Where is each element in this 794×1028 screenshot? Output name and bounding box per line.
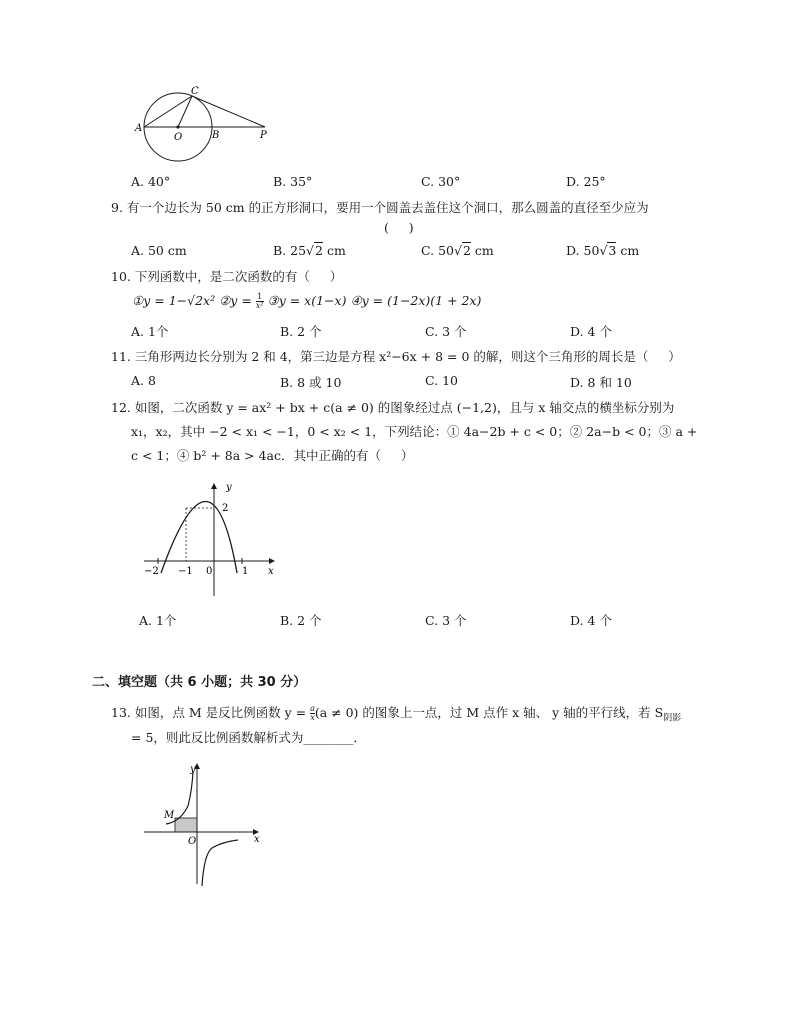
q12-stem-line2: x₁，x₂，其中 −2 < x₁ < −1，0 < x₂ < 1，下列结论：① 4a−2b + c < 0；② 2a−b < 0；③ a + <box>131 424 698 439</box>
sqrt-radical-icon: √ <box>306 243 315 258</box>
label-a: A <box>135 123 143 134</box>
q11-stem: 11. 三角形两边长分别为 2 和 4，第三边是方程 x²−6x + 8 = 0 的解，则这个三角形的周长是（ ） <box>111 349 681 364</box>
q10-stem: 10. 下列函数中，是二次函数的有（ ） <box>111 269 343 284</box>
q8-option-d[interactable]: D. 25° <box>566 174 606 189</box>
graph-tick-1: 1 <box>242 566 249 577</box>
q10-option-b[interactable]: B. 2 个 <box>280 324 322 339</box>
graph-x-label: x <box>268 566 274 577</box>
q9-option-c-radicand: 2 <box>462 243 471 258</box>
hyperbola-graph <box>140 760 265 888</box>
label-p: P <box>260 130 267 141</box>
graph-y-label: y <box>226 482 232 493</box>
q9-option-a[interactable]: A. 50 cm <box>131 243 187 258</box>
graph2-y-label: y <box>190 764 196 775</box>
graph-tick-2: 2 <box>222 503 229 514</box>
graph2-m-label: M <box>164 810 175 821</box>
q12-option-c[interactable]: C. 3 个 <box>425 613 467 628</box>
q10-f2-denominator: x² <box>255 301 264 310</box>
q10-option-d[interactable]: D. 4 个 <box>570 324 612 339</box>
q9-option-c-prefix: C. 50 <box>421 243 454 258</box>
q9-option-c-unit: cm <box>470 243 494 258</box>
q10-option-c[interactable]: C. 3 个 <box>425 324 467 339</box>
q9-option-b-prefix: B. 25 <box>273 243 307 258</box>
q10-function-2-prefix: ②y = <box>219 293 252 308</box>
sqrt-radical-icon: √ <box>599 243 608 258</box>
q9-option-d-prefix: D. 50 <box>566 243 600 258</box>
label-c: C <box>191 86 199 97</box>
q13-subscript-shaded: 阴影 <box>663 713 682 724</box>
label-b: B <box>212 130 220 141</box>
sqrt-radical-icon: √ <box>453 243 462 258</box>
q12-stem-line3: c < 1；④ b² + 8a > 4ac．其中正确的有（ ） <box>131 448 414 463</box>
graph2-x-label: x <box>254 834 260 845</box>
q12-option-d[interactable]: D. 4 个 <box>570 613 612 628</box>
circle-tangent-figure <box>130 82 280 162</box>
q12-option-a[interactable]: A. 1个 <box>139 613 177 628</box>
q11-option-d[interactable]: D. 8 和 10 <box>570 375 632 390</box>
graph-tick-neg2: −2 <box>144 566 159 577</box>
q10-f2-numerator: 1 <box>257 292 263 301</box>
q10-function-1: ①y = 1−√2x² <box>132 293 216 308</box>
q12-option-b[interactable]: B. 2 个 <box>280 613 322 628</box>
q9-option-b[interactable] <box>273 243 346 258</box>
q9-option-b-radicand: 2 <box>315 243 323 258</box>
q8-option-a[interactable]: A. 40° <box>131 174 171 189</box>
section-title-fill-blank: 二、填空题（共 6 小题；共 30 分） <box>92 675 307 690</box>
graph2-origin: O <box>188 836 197 847</box>
parabola-graph <box>140 478 280 602</box>
q10-function-4: ④y = (1−2x)(1 + 2x) <box>350 293 482 308</box>
q8-option-b[interactable]: B. 35° <box>273 174 313 189</box>
q9-stem: 9. 有一个边长为 50 cm 的正方形洞口，要用一个圆盖去盖住这个洞口，那么圆盖的直径至少应为 <box>111 200 649 215</box>
q13-fraction-numerator: a <box>310 704 315 713</box>
q13-stem-prefix: 13. 如图，点 M 是反比例函数 y = <box>111 705 307 720</box>
q10-option-a[interactable]: A. 1个 <box>131 324 169 339</box>
q9-option-b-unit: cm <box>322 243 346 258</box>
q13-stem-line2: = 5，则此反比例函数解析式为________． <box>131 730 366 745</box>
q9-option-d-unit: cm <box>616 243 640 258</box>
q9-option-d[interactable] <box>566 243 639 258</box>
q13-stem-suffix: (a ≠ 0) 的图象上一点，过 M 点作 x 轴、 y 轴的平行线，若 S <box>314 705 664 720</box>
q11-option-c[interactable]: C. 10 <box>425 373 458 388</box>
graph-origin: 0 <box>206 566 213 577</box>
q12-stem-line1: 12. 如图，二次函数 y = ax² + bx + c(a ≠ 0) 的图象经过点 (−1,2)，且与 x 轴交点的横坐标分别为 <box>111 400 675 415</box>
graph-tick-neg1: −1 <box>178 566 193 577</box>
q10-function-2-fraction <box>256 293 264 310</box>
label-o: O <box>174 132 183 143</box>
q11-option-b[interactable]: B. 8 或 10 <box>280 375 342 390</box>
q10-functions <box>132 293 481 310</box>
q11-option-a[interactable]: A. 8 <box>131 373 156 388</box>
q10-function-3: ③y = x(1−x) <box>267 293 347 308</box>
q9-option-c[interactable] <box>421 243 494 258</box>
q13-stem-line1 <box>111 705 681 727</box>
q13-fraction-denominator: x <box>310 713 315 722</box>
q9-option-d-radicand: 3 <box>608 243 617 258</box>
q9-answer-paren: ( ) <box>384 220 414 235</box>
q8-option-c[interactable]: C. 30° <box>421 174 461 189</box>
